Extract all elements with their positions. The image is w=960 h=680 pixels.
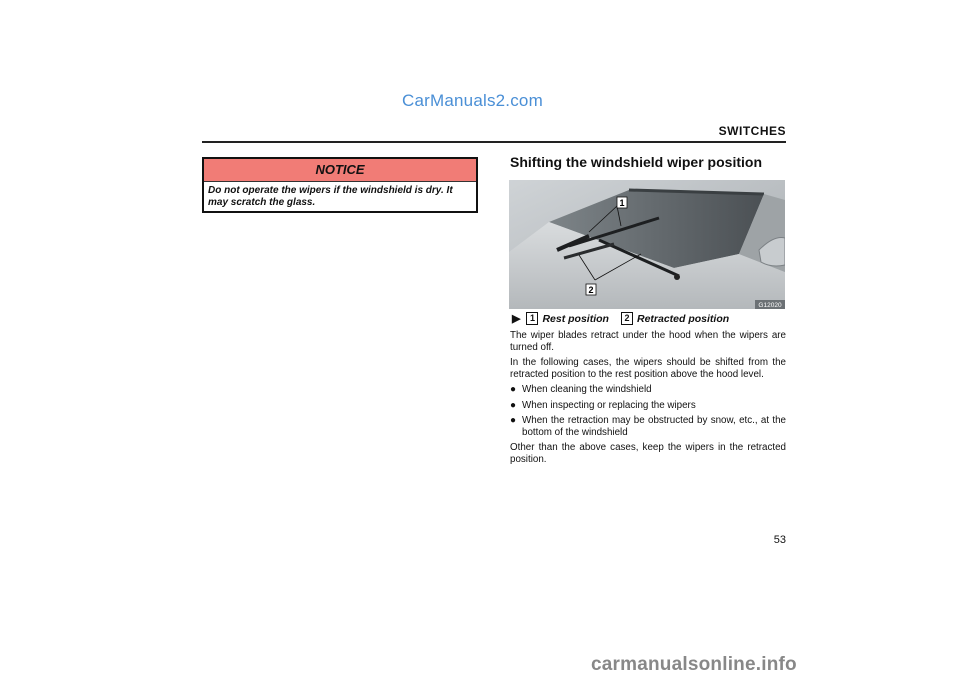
bullet-item: ● When the retraction may be obstructed by snow, etc., at the bottom of the windshield xyxy=(510,415,786,438)
notice-text: Do not operate the wipers if the windshield is dry. It may scratch the glass. xyxy=(208,185,453,208)
section-title: Shifting the windshield wiper position xyxy=(510,154,762,170)
paragraph-3: Other than the above cases, keep the wipers in the retracted position. xyxy=(510,442,786,465)
caption-item1-label: Rest position xyxy=(542,312,609,325)
paragraph-2: In the following cases, the wipers should be shifted from the retracted position to the rest position above the hood level. xyxy=(510,357,786,380)
bullet-icon: ● xyxy=(510,399,517,411)
watermark-bottom[interactable]: carmanualsonline.info xyxy=(591,654,797,675)
wiper-illustration xyxy=(509,180,785,309)
wiper-pivot xyxy=(674,274,680,280)
wiper-figure xyxy=(509,180,785,309)
page-number: 53 xyxy=(773,534,786,546)
figure-caption xyxy=(512,312,729,325)
header-rule xyxy=(202,141,786,143)
notice-title: NOTICE xyxy=(204,159,476,182)
notice-box xyxy=(202,157,478,213)
paragraph-1: The wiper blades retract under the hood when the wipers are turned off. xyxy=(510,330,786,353)
body-text xyxy=(510,330,786,469)
arrow-right-icon: ▶ xyxy=(512,313,521,325)
callout-2-label: 2 xyxy=(588,285,594,295)
bullet-icon: ● xyxy=(510,415,517,426)
bullet-icon: ● xyxy=(510,384,517,395)
caption-item1-number: 1 xyxy=(526,312,538,325)
callout-1-label: 1 xyxy=(619,198,625,208)
figure-code: G12020 xyxy=(758,302,782,309)
caption-item2-label: Retracted position xyxy=(636,312,730,325)
section-header: SWITCHES xyxy=(718,124,786,138)
watermark-top[interactable]: CarManuals2.com xyxy=(402,91,543,110)
bullet-item: ● When cleaning the windshield xyxy=(510,384,652,395)
caption-item2-number: 2 xyxy=(621,312,633,325)
bullet-item: ● When inspecting or replacing the wipers xyxy=(510,399,696,411)
